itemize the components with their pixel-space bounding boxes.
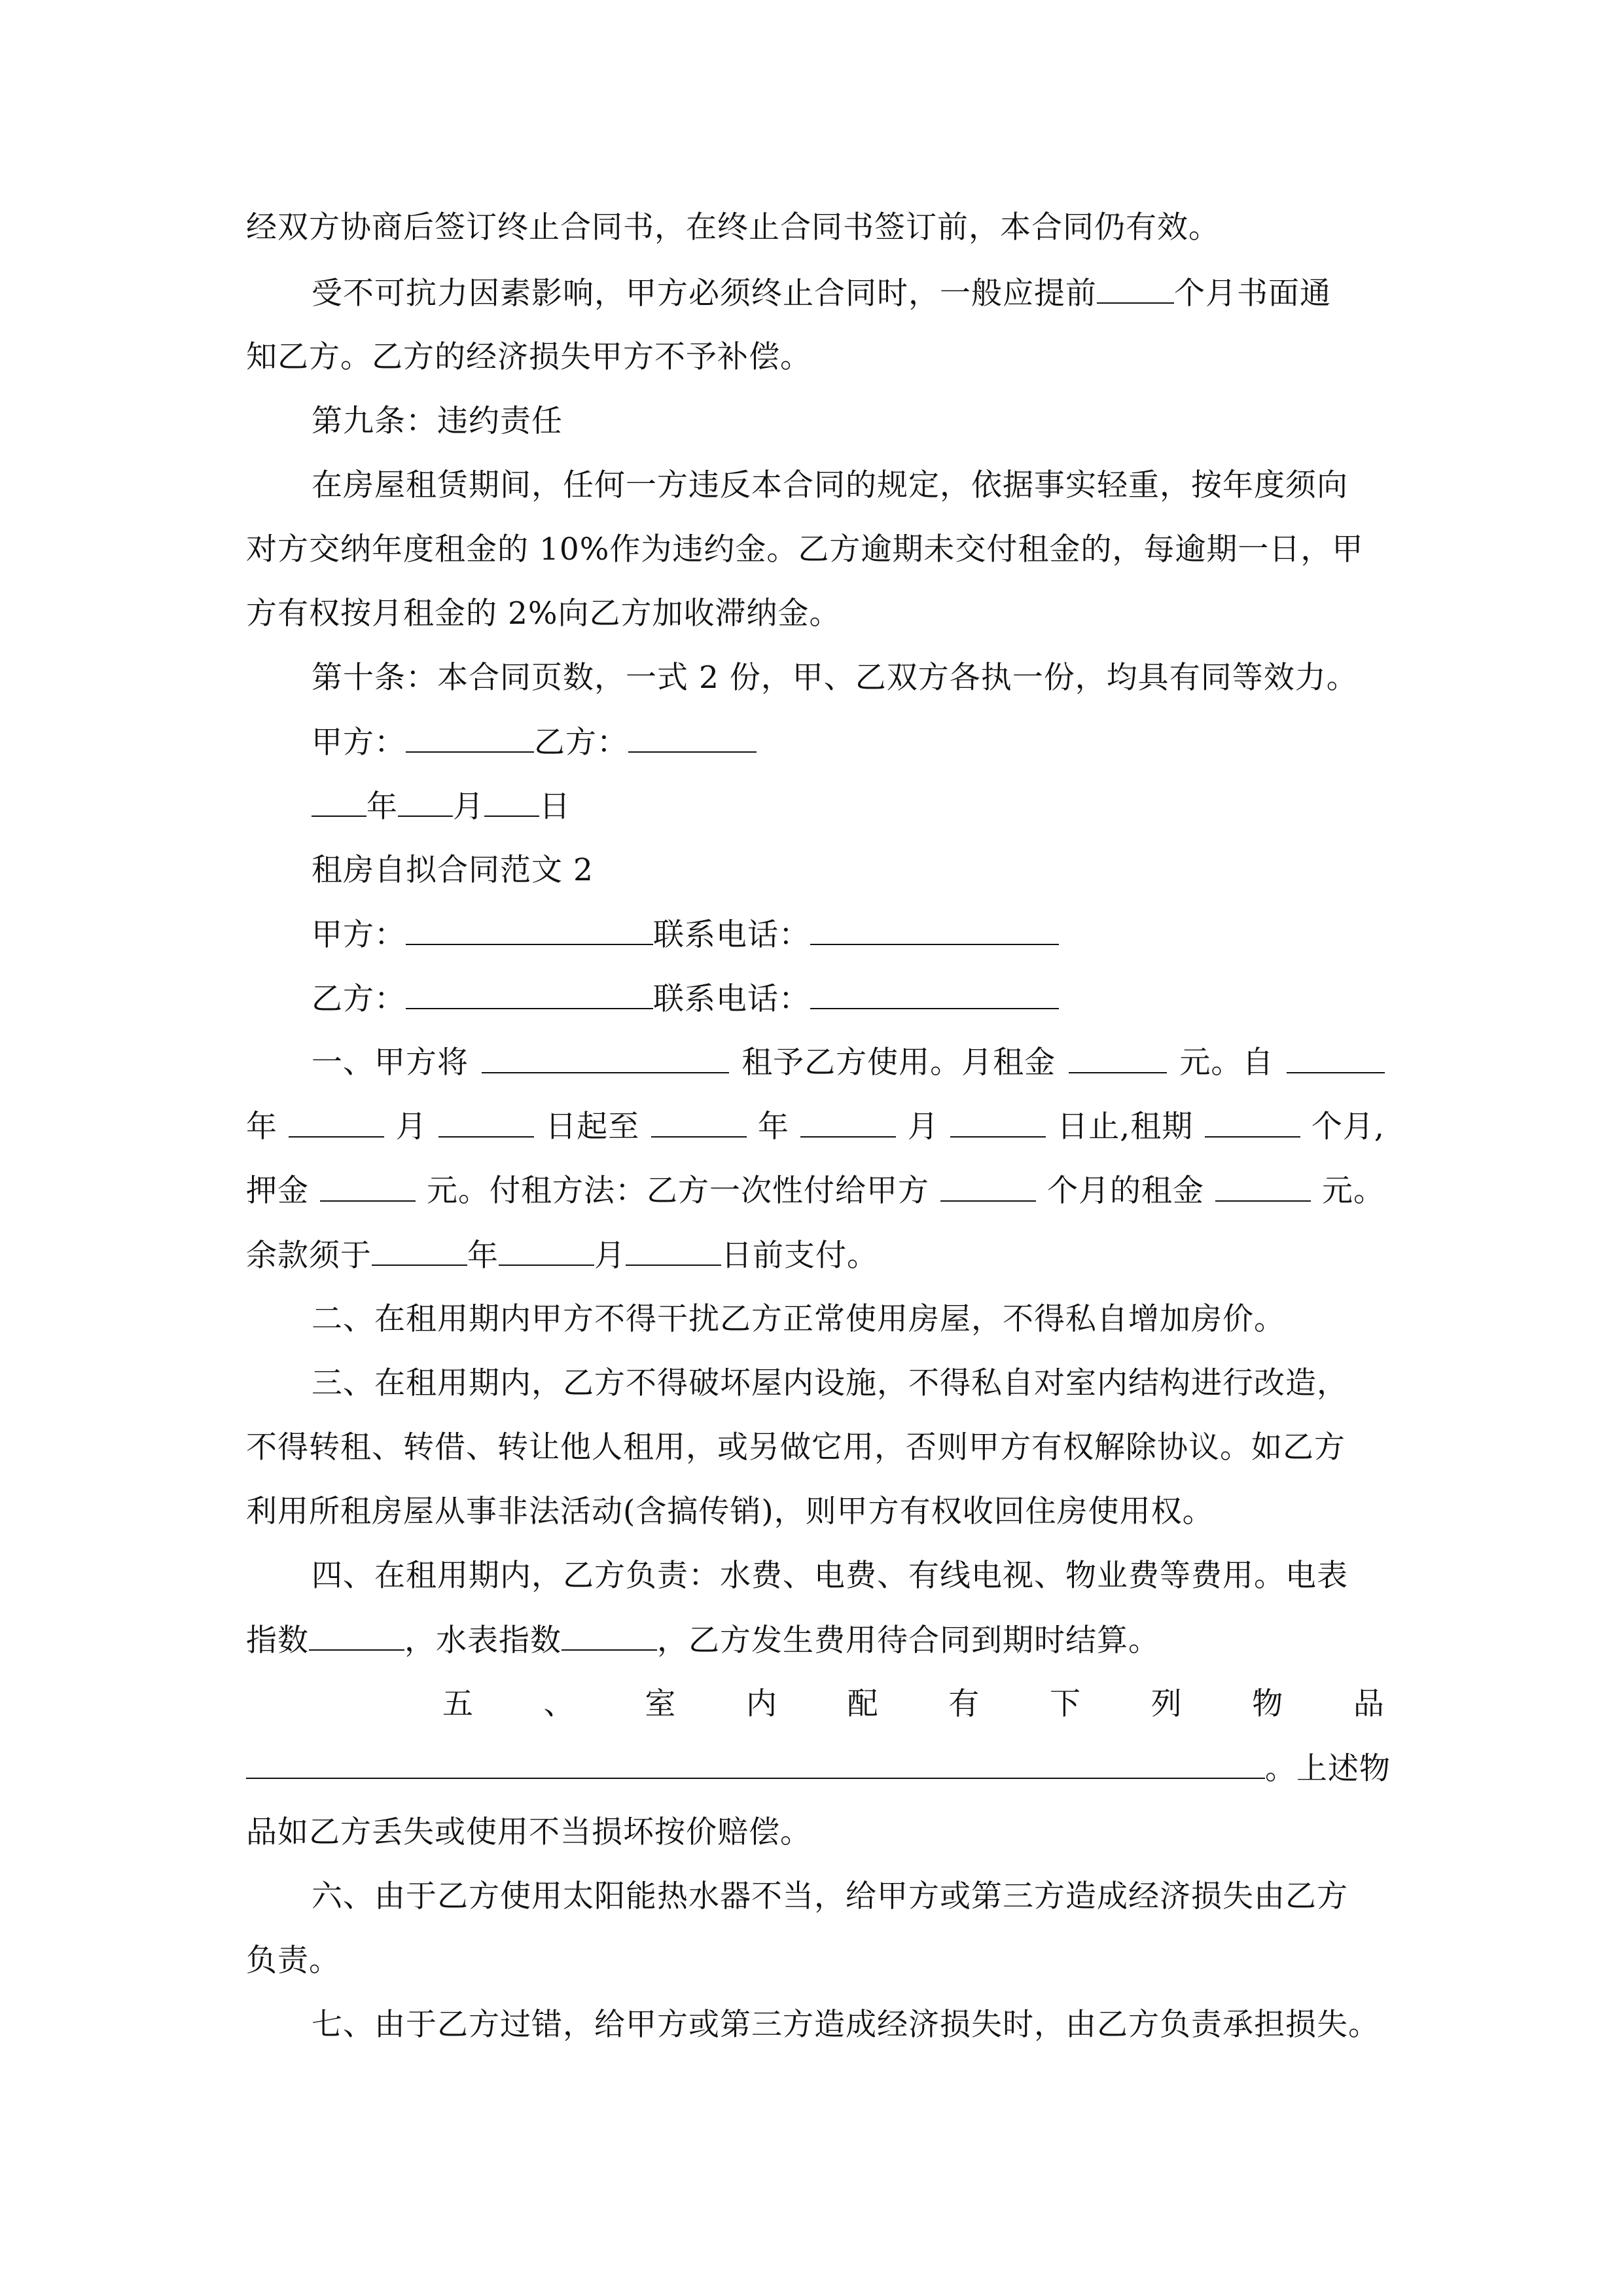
text: 对方交纳年度租金的 10%作为违约金。乙方逾期未交付租金的，每逾期一日，甲 bbox=[246, 531, 1364, 567]
text: 年 bbox=[757, 1109, 789, 1145]
text: 个月, bbox=[1311, 1109, 1385, 1145]
text: 个月书面通 bbox=[1174, 276, 1331, 312]
text: 元。 bbox=[1322, 1173, 1385, 1209]
text: 利用所租房屋从事非法活动(含搞传销)，则甲方有权收回住房使用权。 bbox=[246, 1494, 1214, 1530]
paragraph-line bbox=[312, 1556, 1385, 1596]
text: 第九条：违约责任 bbox=[312, 403, 563, 439]
blank-field bbox=[1205, 1107, 1300, 1138]
text: 六、由于乙方使用太阳能热水器不当，给甲方或第三方造成经济损失由乙方 bbox=[312, 1878, 1348, 1914]
blank-field bbox=[1069, 1043, 1167, 1073]
text: 年 bbox=[246, 1109, 277, 1145]
label: 联系电话： bbox=[653, 917, 810, 953]
text: 下 bbox=[1049, 1686, 1081, 1722]
paragraph-line bbox=[246, 530, 1385, 569]
text: 二、在租用期内甲方不得干扰乙方正常使用房屋，不得私自增加房价。 bbox=[312, 1301, 1285, 1337]
text: 。上述物 bbox=[1265, 1751, 1391, 1787]
paragraph-line bbox=[246, 208, 1385, 247]
text: 五 bbox=[442, 1686, 474, 1722]
text: 月 bbox=[594, 1238, 626, 1274]
text: 日起至 bbox=[545, 1109, 640, 1145]
paragraph-line bbox=[312, 274, 1385, 314]
blank-field bbox=[1215, 1172, 1311, 1202]
text: 个月的租金 bbox=[1047, 1173, 1204, 1209]
text: 物 bbox=[1252, 1686, 1284, 1722]
paragraph-line bbox=[312, 658, 1385, 698]
paragraph-line bbox=[246, 1621, 1385, 1660]
text: 租房自拟合同范文 2 bbox=[312, 852, 594, 888]
text: ，水表指数 bbox=[404, 1623, 562, 1659]
blank-field bbox=[810, 915, 1059, 945]
blank-field bbox=[1097, 274, 1174, 304]
text: 不得转租、转借、转让他人租用，或另做它用，否则甲方有权解除协议。如乙方 bbox=[246, 1429, 1346, 1465]
blank-field bbox=[406, 723, 534, 753]
text: 年 bbox=[467, 1238, 499, 1274]
blank-field bbox=[950, 1107, 1046, 1138]
text: 指数 bbox=[246, 1623, 309, 1659]
paragraph-line bbox=[312, 1300, 1385, 1339]
blank-field bbox=[406, 915, 653, 945]
paragraph-line bbox=[246, 1428, 1385, 1467]
text: 有 bbox=[948, 1686, 980, 1722]
text: 负责。 bbox=[246, 1943, 340, 1979]
text: 日止,租期 bbox=[1057, 1109, 1194, 1145]
blank-field bbox=[320, 1172, 416, 1202]
blank-field bbox=[289, 1107, 384, 1138]
blank-field bbox=[1287, 1043, 1385, 1073]
text: 元。付租方法：乙方一次性付给甲方 bbox=[427, 1173, 929, 1209]
blank-field bbox=[499, 1236, 594, 1266]
blank-field bbox=[651, 1107, 747, 1138]
text: 、 bbox=[543, 1686, 575, 1722]
text: 七、由于乙方过错，给甲方或第三方造成经济损失时，由乙方负责承担损失。 bbox=[312, 2007, 1380, 2043]
text: 三、在租用期内，乙方不得破坏屋内设施，不得私自对室内结构进行改造， bbox=[312, 1365, 1348, 1401]
text: 配 bbox=[847, 1686, 879, 1722]
paragraph-line bbox=[246, 1749, 1391, 1789]
paragraph-line bbox=[246, 594, 1385, 634]
text: 在房屋租赁期间，任何一方违反本合同的规定，依据事实轻重，按年度须向 bbox=[312, 467, 1348, 503]
text: 元。自 bbox=[1179, 1045, 1274, 1081]
label: 乙方： bbox=[534, 725, 628, 761]
blank-field bbox=[398, 787, 453, 817]
paragraph-line bbox=[246, 1813, 1385, 1852]
text: 月 bbox=[907, 1109, 939, 1145]
blank-field bbox=[628, 723, 757, 753]
text: 品 bbox=[1353, 1686, 1385, 1722]
paragraph-line bbox=[312, 1043, 1385, 1083]
blank-field bbox=[372, 1236, 467, 1266]
text: 内 bbox=[745, 1686, 777, 1722]
text: 租予乙方使用。月租金 bbox=[741, 1045, 1056, 1081]
blank-field bbox=[626, 1236, 721, 1266]
blank-field bbox=[406, 979, 653, 1009]
blank-field bbox=[800, 1107, 896, 1138]
party-line bbox=[312, 979, 1385, 1019]
text: 受不可抗力因素影响，甲方必须终止合同时，一般应提前 bbox=[312, 276, 1097, 312]
signature-line bbox=[312, 723, 1385, 762]
paragraph-line bbox=[246, 1941, 1385, 1981]
blank-field bbox=[940, 1172, 1036, 1202]
blank-field bbox=[312, 787, 366, 817]
blank-field bbox=[438, 1107, 534, 1138]
text: 第十条：本合同页数，一式 2 份，甲、乙双方各执一份，均具有同等效力。 bbox=[312, 660, 1358, 696]
article-heading bbox=[312, 402, 1385, 441]
text: 一、甲方将 bbox=[312, 1045, 469, 1081]
blank-field bbox=[482, 1043, 729, 1073]
label: 甲方： bbox=[312, 725, 406, 761]
blank-field bbox=[562, 1621, 657, 1651]
blank-field bbox=[246, 1749, 1265, 1779]
text: ，乙方发生费用待合同到期时结算。 bbox=[657, 1623, 1160, 1659]
text: 年 bbox=[366, 789, 398, 825]
blank-field bbox=[309, 1621, 404, 1651]
section-title bbox=[312, 851, 1385, 890]
paragraph-line bbox=[312, 466, 1385, 505]
text: 品如乙方丢失或使用不当损坏按价赔偿。 bbox=[246, 1814, 812, 1850]
text: 列 bbox=[1150, 1686, 1183, 1722]
party-line bbox=[312, 915, 1385, 955]
paragraph-line bbox=[246, 1236, 1385, 1276]
paragraph-line bbox=[312, 2005, 1385, 2045]
paragraph-line bbox=[246, 1172, 1385, 1211]
paragraph-line bbox=[312, 1877, 1385, 1916]
blank-field bbox=[484, 787, 539, 817]
text: 月 bbox=[453, 789, 484, 825]
paragraph-line bbox=[246, 338, 1385, 377]
text: 押金 bbox=[246, 1173, 309, 1209]
paragraph-line bbox=[246, 1107, 1385, 1147]
label: 乙方： bbox=[312, 981, 406, 1017]
text: 日 bbox=[539, 789, 571, 825]
text: 日前支付。 bbox=[721, 1238, 878, 1274]
text: 方有权按月租金的 2%向乙方加收滞纳金。 bbox=[246, 596, 841, 632]
label: 联系电话： bbox=[653, 981, 810, 1017]
text: 四、在租用期内，乙方负责：水费、电费、有线电视、物业费等费用。电表 bbox=[312, 1558, 1348, 1594]
text: 经双方协商后签订终止合同书，在终止合同书签订前，本合同仍有效。 bbox=[246, 209, 1220, 245]
date-line bbox=[312, 787, 1385, 827]
text: 室 bbox=[645, 1686, 677, 1722]
paragraph-line bbox=[246, 1492, 1385, 1532]
paragraph-line bbox=[312, 1364, 1385, 1403]
text: 知乙方。乙方的经济损失甲方不予补偿。 bbox=[246, 339, 812, 375]
label: 甲方： bbox=[312, 917, 406, 953]
text: 余款须于 bbox=[246, 1238, 372, 1274]
blank-field bbox=[810, 979, 1059, 1009]
text: 月 bbox=[395, 1109, 427, 1145]
spaced-heading-line bbox=[442, 1685, 1385, 1724]
